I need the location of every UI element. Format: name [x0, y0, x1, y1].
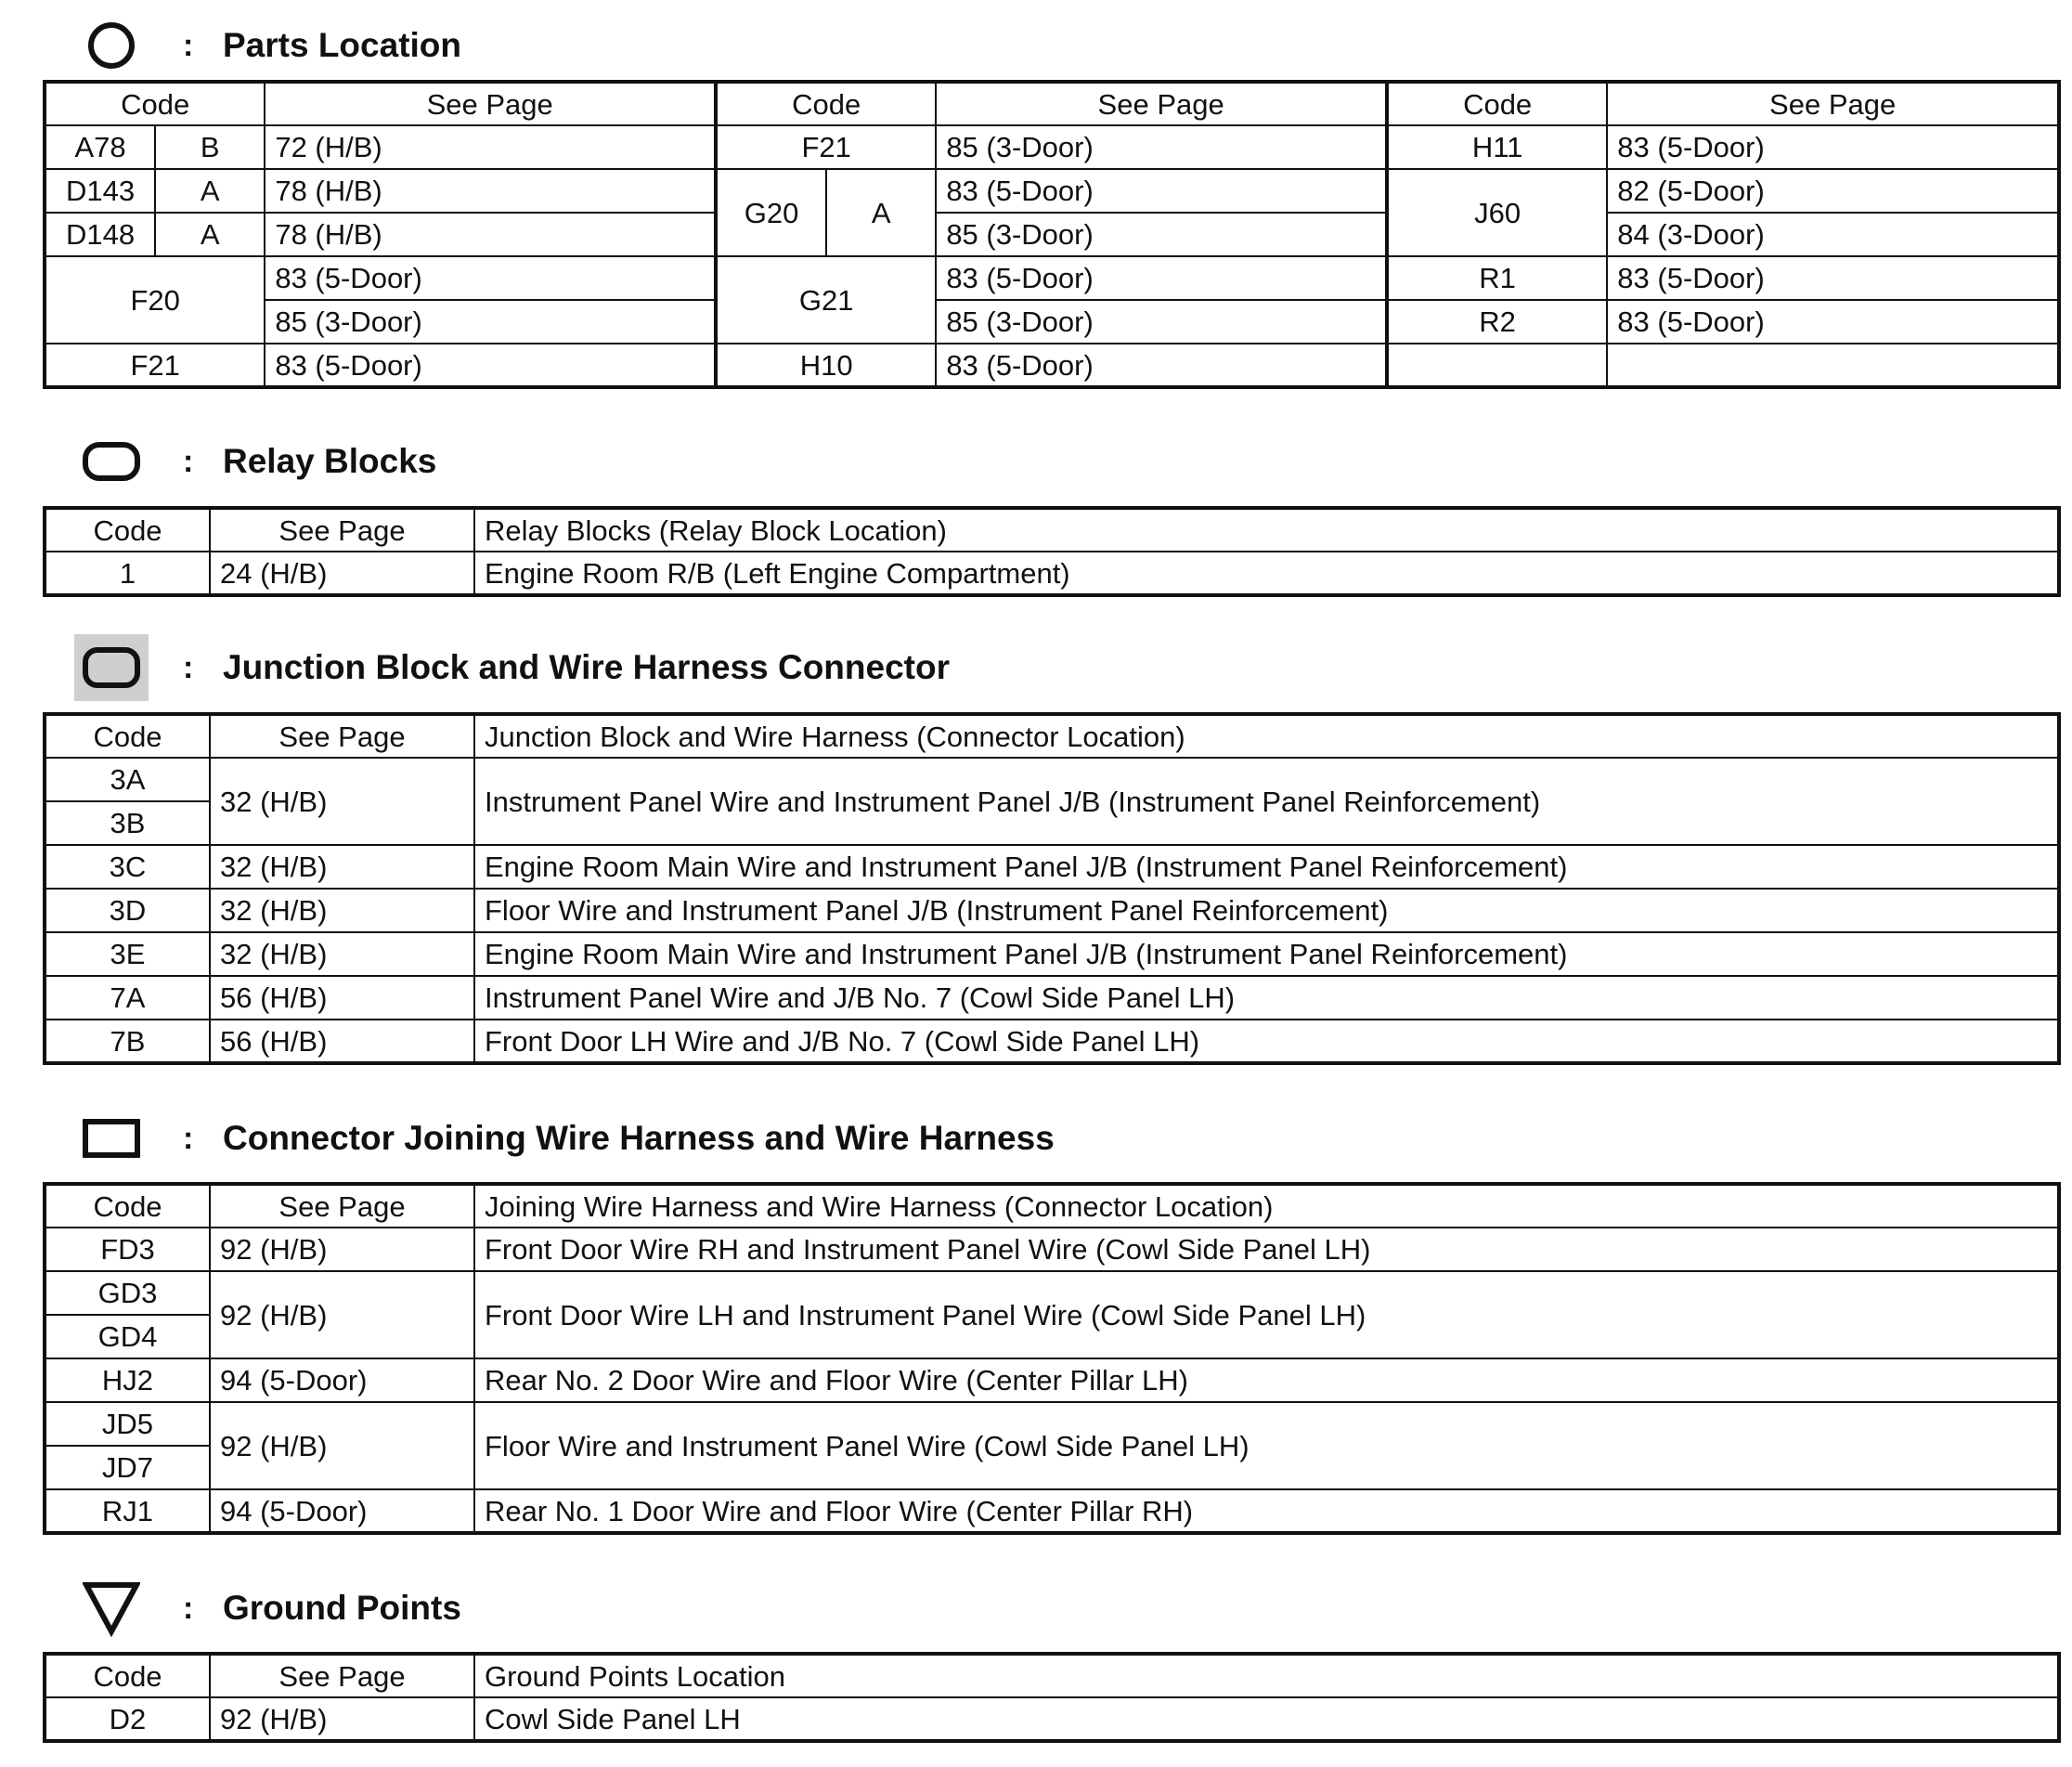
page-cell: 84 (3-Door)	[1607, 213, 2059, 256]
code-cell: GD4	[45, 1315, 210, 1358]
table-row	[45, 169, 2059, 213]
table-row	[45, 1271, 2059, 1315]
header-code: Code	[45, 82, 265, 125]
code-cell: F21	[716, 125, 936, 169]
code-cell: 1	[45, 552, 210, 595]
table-row	[45, 552, 2059, 595]
header-see-page: See Page	[210, 1654, 474, 1697]
heading-colon: :	[183, 443, 194, 479]
connector-joining-heading	[74, 1106, 1055, 1171]
table-row	[45, 256, 2059, 300]
page-cell: 82 (5-Door)	[1607, 169, 2059, 213]
page-cell: 85 (3-Door)	[265, 300, 716, 344]
code-cell: F21	[45, 344, 265, 387]
page-cell: 56 (H/B)	[210, 976, 474, 1020]
page-cell: 32 (H/B)	[210, 758, 474, 845]
description-cell: Engine Room R/B (Left Engine Compartment)	[474, 552, 2059, 595]
code-cell: D143	[45, 169, 155, 213]
header-code: Code	[1387, 82, 1607, 125]
code-cell: JD7	[45, 1446, 210, 1489]
code-cell: 3B	[45, 801, 210, 845]
header-description: Junction Block and Wire Harness (Connector Location)	[474, 714, 2059, 758]
table-row	[45, 845, 2059, 889]
table-row	[45, 976, 2059, 1020]
ground-points-heading	[74, 1576, 461, 1641]
table-header-row	[45, 714, 2059, 758]
heading-colon: :	[183, 649, 194, 685]
table-header-row	[45, 508, 2059, 552]
code-cell: G21	[716, 256, 936, 344]
table-row	[45, 932, 2059, 976]
table-header-row	[45, 82, 2059, 125]
empty-cell	[1607, 344, 2059, 387]
page-cell: 92 (H/B)	[210, 1228, 474, 1271]
description-cell: Cowl Side Panel LH	[474, 1697, 2059, 1741]
table-row	[45, 125, 2059, 169]
page-cell: 83 (5-Door)	[1607, 300, 2059, 344]
relay-blocks-table	[43, 506, 2061, 597]
description-cell: Engine Room Main Wire and Instrument Panel J/B (Instrument Panel Reinforcement)	[474, 845, 2059, 889]
sub-code-cell: A	[826, 169, 936, 256]
rounded-rect-icon	[74, 429, 149, 494]
code-cell: D2	[45, 1697, 210, 1741]
code-cell: 7B	[45, 1020, 210, 1063]
description-cell: Floor Wire and Instrument Panel Wire (Cowl Side Panel LH)	[474, 1402, 2059, 1489]
code-cell: R1	[1387, 256, 1607, 300]
connector-joining-table	[43, 1182, 2061, 1535]
table-row	[45, 1489, 2059, 1533]
code-cell: 7A	[45, 976, 210, 1020]
header-description: Ground Points Location	[474, 1654, 2059, 1697]
sub-code-cell: A	[155, 213, 265, 256]
code-cell: H10	[716, 344, 936, 387]
table-header-row	[45, 1654, 2059, 1697]
page-cell: 32 (H/B)	[210, 932, 474, 976]
header-see-page: See Page	[210, 714, 474, 758]
header-see-page: See Page	[210, 1184, 474, 1228]
header-code: Code	[45, 1654, 210, 1697]
code-cell: FD3	[45, 1228, 210, 1271]
page-cell: 83 (5-Door)	[1607, 256, 2059, 300]
section-title: Ground Points	[223, 1589, 461, 1627]
heading-colon: :	[183, 27, 194, 63]
code-cell: J60	[1387, 169, 1607, 256]
description-cell: Front Door LH Wire and J/B No. 7 (Cowl Side Panel LH)	[474, 1020, 2059, 1063]
description-cell: Front Door Wire RH and Instrument Panel Wire (Cowl Side Panel LH)	[474, 1228, 2059, 1271]
code-cell: F20	[45, 256, 265, 344]
table-row	[45, 1228, 2059, 1271]
header-code: Code	[45, 714, 210, 758]
page-cell: 83 (5-Door)	[265, 256, 716, 300]
page-cell: 83 (5-Door)	[265, 344, 716, 387]
code-cell: A78	[45, 125, 155, 169]
page-cell: 83 (5-Door)	[936, 169, 1387, 213]
page-cell: 78 (H/B)	[265, 169, 716, 213]
shaded-rounded-rect-icon	[74, 635, 149, 700]
table-row	[45, 213, 2059, 256]
code-cell: D148	[45, 213, 155, 256]
empty-cell	[1387, 344, 1607, 387]
junction-block-heading	[74, 635, 950, 700]
description-cell: Engine Room Main Wire and Instrument Panel J/B (Instrument Panel Reinforcement)	[474, 932, 2059, 976]
heading-colon: :	[183, 1590, 194, 1626]
table-row	[45, 344, 2059, 387]
ground-points-table	[43, 1652, 2061, 1743]
heading-colon: :	[183, 1120, 194, 1156]
page-cell: 85 (3-Door)	[936, 300, 1387, 344]
code-cell: HJ2	[45, 1358, 210, 1402]
page-cell: 32 (H/B)	[210, 845, 474, 889]
header-see-page: See Page	[936, 82, 1387, 125]
page-cell: 32 (H/B)	[210, 889, 474, 932]
header-description: Joining Wire Harness and Wire Harness (Connector Location)	[474, 1184, 2059, 1228]
header-see-page: See Page	[210, 508, 474, 552]
description-cell: Rear No. 1 Door Wire and Floor Wire (Center Pillar RH)	[474, 1489, 2059, 1533]
table-row	[45, 1020, 2059, 1063]
header-code: Code	[45, 1184, 210, 1228]
table-row	[45, 300, 2059, 344]
page-cell: 92 (H/B)	[210, 1697, 474, 1741]
section-title: Parts Location	[223, 26, 461, 64]
page-cell: 56 (H/B)	[210, 1020, 474, 1063]
page-cell: 85 (3-Door)	[936, 125, 1387, 169]
code-cell: 3E	[45, 932, 210, 976]
parts-location-table	[43, 80, 2061, 389]
code-cell: 3C	[45, 845, 210, 889]
code-cell: GD3	[45, 1271, 210, 1315]
code-cell: RJ1	[45, 1489, 210, 1533]
description-cell: Instrument Panel Wire and Instrument Panel J/B (Instrument Panel Reinforcement)	[474, 758, 2059, 845]
header-code: Code	[45, 508, 210, 552]
page-cell: 85 (3-Door)	[936, 213, 1387, 256]
code-cell: 3D	[45, 889, 210, 932]
table-header-row	[45, 1184, 2059, 1228]
header-see-page: See Page	[1607, 82, 2059, 125]
header-description: Relay Blocks (Relay Block Location)	[474, 508, 2059, 552]
triangle-down-icon	[74, 1576, 149, 1641]
table-row	[45, 758, 2059, 801]
section-title: Relay Blocks	[223, 442, 437, 480]
table-row	[45, 1402, 2059, 1446]
code-cell: G20	[716, 169, 826, 256]
section-title: Connector Joining Wire Harness and Wire Harness	[223, 1119, 1055, 1157]
code-cell: R2	[1387, 300, 1607, 344]
sub-code-cell: A	[155, 169, 265, 213]
description-cell: Rear No. 2 Door Wire and Floor Wire (Center Pillar LH)	[474, 1358, 2059, 1402]
parts-location-heading	[74, 13, 461, 78]
page-cell: 94 (5-Door)	[210, 1358, 474, 1402]
code-cell: 3A	[45, 758, 210, 801]
code-cell: H11	[1387, 125, 1607, 169]
page-cell: 83 (5-Door)	[1607, 125, 2059, 169]
page-cell: 78 (H/B)	[265, 213, 716, 256]
section-title: Junction Block and Wire Harness Connector	[223, 648, 950, 686]
table-row	[45, 889, 2059, 932]
page-cell: 83 (5-Door)	[936, 256, 1387, 300]
table-row	[45, 1358, 2059, 1402]
page-cell: 83 (5-Door)	[936, 344, 1387, 387]
relay-blocks-heading	[74, 429, 436, 494]
code-cell: JD5	[45, 1402, 210, 1446]
description-cell: Floor Wire and Instrument Panel J/B (Instrument Panel Reinforcement)	[474, 889, 2059, 932]
sub-code-cell: B	[155, 125, 265, 169]
page-cell: 24 (H/B)	[210, 552, 474, 595]
page-cell: 72 (H/B)	[265, 125, 716, 169]
circle-icon	[74, 13, 149, 78]
table-row	[45, 1697, 2059, 1741]
header-code: Code	[716, 82, 936, 125]
page-cell: 94 (5-Door)	[210, 1489, 474, 1533]
junction-block-table	[43, 712, 2061, 1065]
rect-icon	[74, 1106, 149, 1171]
description-cell: Front Door Wire LH and Instrument Panel Wire (Cowl Side Panel LH)	[474, 1271, 2059, 1358]
header-see-page: See Page	[265, 82, 716, 125]
page-cell: 92 (H/B)	[210, 1271, 474, 1358]
description-cell: Instrument Panel Wire and J/B No. 7 (Cowl Side Panel LH)	[474, 976, 2059, 1020]
page-cell: 92 (H/B)	[210, 1402, 474, 1489]
